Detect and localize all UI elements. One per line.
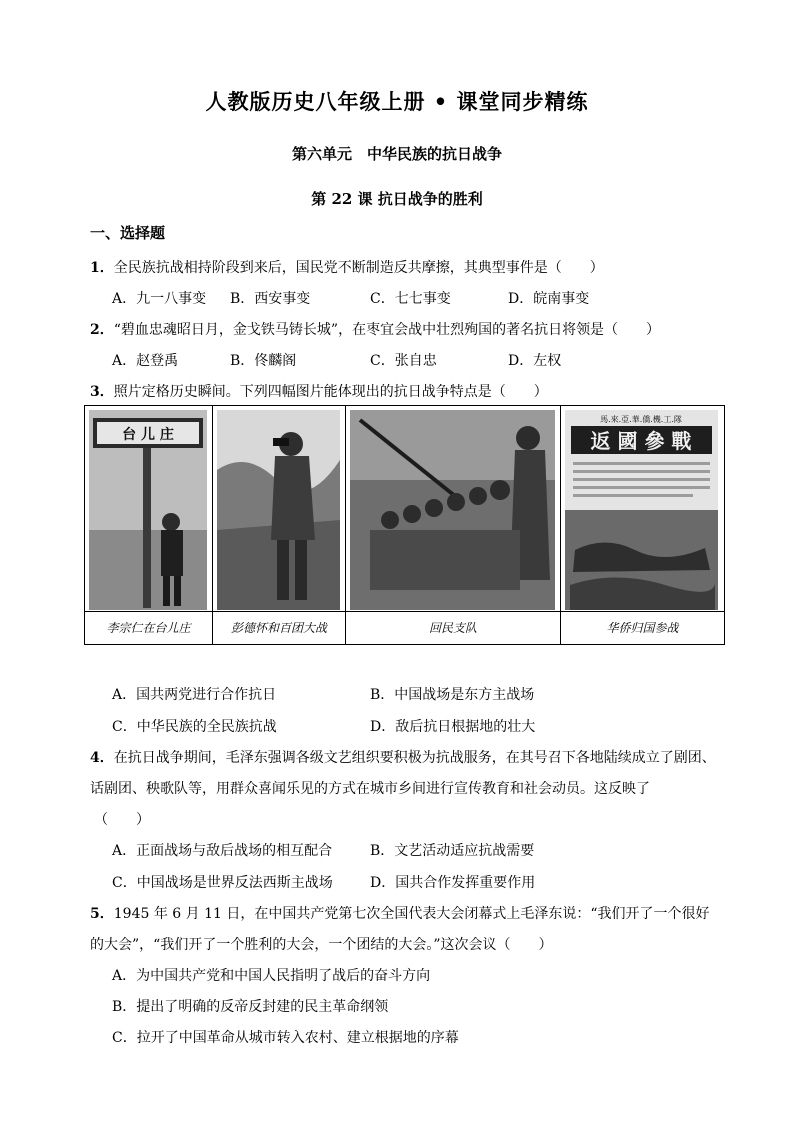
- question-1: [90, 257, 604, 277]
- q3-option-b[interactable]: B．中国战场是东方主战场: [370, 687, 535, 703]
- q2-option-a[interactable]: A．赵登禹: [112, 353, 179, 369]
- page-title: 人教版历史八年级上册 • 课堂同步精练: [205, 89, 589, 114]
- question-text: 1945 年 6 月 11 日，在中国共产党第七次全国代表大会闭幕式上毛泽东说：“我们开了一个很好: [113, 906, 710, 922]
- q4-option-c[interactable]: C．中国战场是世界反法西斯主战场: [112, 875, 333, 891]
- photo-overseas-chinese: [565, 410, 720, 610]
- photo-table: [84, 405, 725, 645]
- question-text: 照片定格历史瞬间。下列四幅图片能体现出的抗日战争特点是（ ）: [113, 384, 548, 400]
- q1-option-d[interactable]: D．皖南事变: [508, 291, 590, 307]
- photo-cell-2: [213, 406, 346, 644]
- sign-text: 台 儿 庄: [122, 427, 174, 443]
- question-4-line-2: 话剧团、秧歌队等，用群众喜闻乐见的方式在城市乡间进行宣传教育和社会动员。这反映了: [90, 781, 650, 797]
- photo-cell-4: [561, 406, 724, 644]
- photo-caption-3: 回民支队: [346, 611, 560, 644]
- question-number: 5．: [90, 906, 114, 922]
- q2-option-b[interactable]: B．佟麟阁: [230, 353, 297, 369]
- photo-hundred-regiments: [217, 410, 341, 610]
- q1-option-b[interactable]: B．西安事变: [230, 291, 311, 307]
- question-number: 2．: [90, 322, 114, 338]
- photo-taierzhuang: [89, 410, 208, 610]
- question-3: [90, 381, 548, 401]
- q5-option-b[interactable]: B．提出了明确的反帝反封建的民主革命纲领: [112, 999, 389, 1015]
- question-number: 1．: [90, 260, 114, 276]
- q2-option-d[interactable]: D．左权: [508, 353, 562, 369]
- photo-caption-1: 李宗仁在台儿庄: [85, 611, 212, 644]
- poster-title-text: 返 國 參 戰: [590, 429, 692, 453]
- q3-option-d[interactable]: D．敌后抗日根据地的壮大: [370, 719, 536, 735]
- question-text: 在抗日战争期间，毛泽东强调各级文艺组织要积极为抗战服务，在其号召下各地陆续成立了剧团、: [113, 750, 716, 766]
- question-5: [90, 903, 710, 923]
- lesson-heading: 第 22 课 抗日战争的胜利: [311, 190, 483, 208]
- poster-top-text: 馬.來.亞.華.僑.機.工.隊: [600, 415, 682, 424]
- question-4-line-3: （ ）: [94, 812, 150, 828]
- q1-option-c[interactable]: C．七七事变: [370, 291, 451, 307]
- q4-option-b[interactable]: B．文艺活动适应抗战需要: [370, 843, 535, 859]
- unit-heading: 第六单元 中华民族的抗日战争: [291, 145, 502, 163]
- q5-option-c[interactable]: C．拉开了中国革命从城市转入农村、建立根据地的序幕: [112, 1030, 459, 1046]
- section-heading: 一、选择题: [90, 224, 166, 242]
- q3-option-c[interactable]: C．中华民族的全民族抗战: [112, 719, 277, 735]
- question-text: 全民族抗战相持阶段到来后，国民党不断制造反共摩擦，其典型事件是（ ）: [113, 260, 604, 276]
- q1-option-a[interactable]: A．九一八事变: [112, 291, 207, 307]
- photo-hui-detachment: [350, 410, 556, 610]
- q4-option-d[interactable]: D．国共合作发挥重要作用: [370, 875, 536, 891]
- photo-caption-4: 华侨归国参战: [561, 611, 724, 644]
- question-2: [90, 319, 660, 339]
- photo-caption-2: 彭德怀和百团大战: [213, 611, 345, 644]
- question-5-line-2: 的大会”，“我们开了一个胜利的大会，一个团结的大会。”这次会议（ ）: [90, 937, 553, 953]
- question-number: 4．: [90, 750, 114, 766]
- q3-option-a[interactable]: A．国共两党进行合作抗日: [112, 687, 277, 703]
- question-4: [90, 747, 716, 767]
- q5-option-a[interactable]: A．为中国共产党和中国人民指明了战后的奋斗方向: [112, 968, 431, 984]
- photo-cell-1: [85, 406, 213, 644]
- q4-option-a[interactable]: A．正面战场与敌后战场的相互配合: [112, 843, 333, 859]
- photo-cell-3: [346, 406, 561, 644]
- q2-option-c[interactable]: C．张自忠: [370, 353, 437, 369]
- question-text: “碧血忠魂昭日月，金戈铁马铸长城”，在枣宜会战中壮烈殉国的著名抗日将领是（ ）: [113, 322, 661, 338]
- question-number: 3．: [90, 384, 114, 400]
